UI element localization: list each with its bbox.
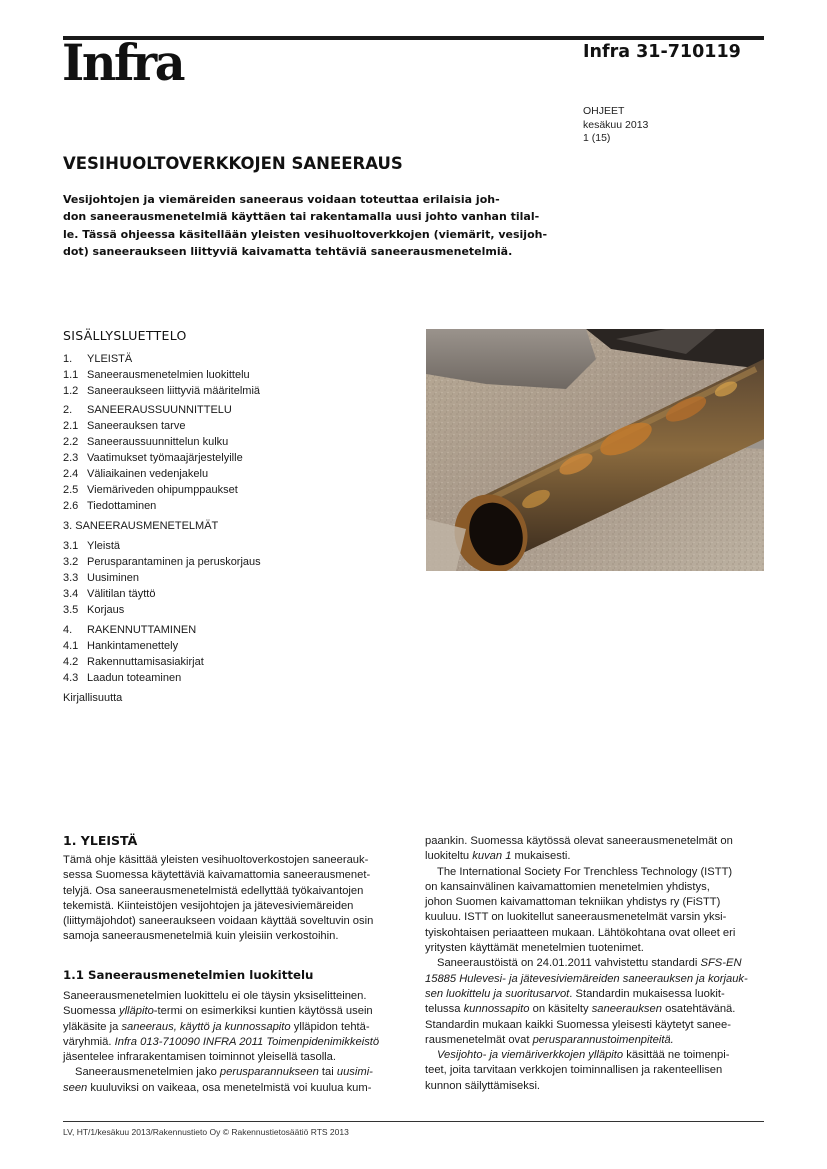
text-line: samoja saneerausmenetelmiä kuin yleisiin verkostoihin. [63,930,339,943]
toc-item-label: Viemäriveden ohipumppaukset [87,484,238,496]
toc-title: SISÄLLYSLUETTELO [63,328,187,343]
toc-item-label: Uusiminen [87,572,139,584]
toc-item-label: Hankintamenettely [87,640,179,652]
toc-item-number: 1.1 [63,369,79,381]
toc-item-number: 4.2 [63,656,79,668]
intro-line: dot) saneeraukseen liittyviä kaivamatta tehtäviä saneerausmenetelmiä. [63,244,513,258]
page-title: VESIHUOLTOVERKKOJEN SANEERAUS [63,154,403,173]
toc-item-label: Saneeraukseen liittyviä määritelmiä [87,385,261,397]
toc-item-label: Tiedottaminen [87,500,157,512]
meta-type: OHJEET [583,105,625,117]
text-line: väryhmiä. Infra 013-710090 INFRA 2011 Toimenpidenimikkeistö [63,1035,380,1048]
text-line: yläkäsite ja saneeraus, käyttö ja kunnossapito ylläpidon tehtä- [63,1020,370,1033]
toc-item-label: Laadun toteaminen [87,672,182,684]
text-line: Tämä ohje käsittää yleisten vesihuoltoverkostojen saneerauk- [63,854,369,866]
toc-item-label: Perusparantaminen ja peruskorjaus [87,556,261,568]
toc-item-number: 2.2 [63,436,79,448]
text-line: (liittymäjohdot) saneeraukseen voidaan käyttää soveltuvin osin [63,915,374,928]
meta-page: 1 (15) [583,132,611,144]
infra-logo: Infra [62,33,184,92]
corroded-pipe-image [426,329,764,571]
toc-item-number: 1. [63,353,73,365]
text-line: tekemistä. Kiinteistöjen vesijohtojen ja jätevesiviemäreiden [63,899,354,912]
toc-item-label: Saneeraussuunnittelun kulku [87,436,229,448]
text-line: paankin. Suomessa käytössä olevat saneerausmenetelmät on [425,835,733,847]
intro-line: don saneerausmenetelmiä käyttäen tai rakentamalla uusi johto vanhan tilal- [63,210,540,224]
toc-item-label: YLEISTÄ [87,353,133,365]
toc-item-number: 2.5 [63,484,79,496]
toc-item-label: Rakennuttamisasiakirjat [87,656,204,668]
toc-item-number: 3.4 [63,588,79,600]
section-1-paragraph [63,853,373,945]
toc-item-label: Väliaikainen vedenjakelu [87,468,209,480]
toc-item-number: 3.1 [63,540,79,552]
text-line: johon Suomen kaivamattoman tekniikan yhdistys ry (FiSTT) [425,896,721,909]
text-line: kuuluu. ISTT on luokitellut saneerausmenetelmät varsin yksi- [425,911,727,924]
text-line: Saneerausmenetelmien jako perusparannukseen tai uusimi- [75,1066,373,1079]
text-line: jäsentelee infrarakentamisen toiminnot yleisellä tasolla. [63,1051,336,1064]
right-column-text [425,834,748,1094]
text-line: kunnon säilyttämiseksi. [425,1079,541,1092]
toc-item-label: Vaatimukset työmaajärjestelyille [87,452,243,464]
text-line: telussa kunnossapito on käsitelty saneerauksen osatehtävänä. [425,1003,736,1016]
toc-item-label: Saneerauksen tarve [87,420,186,432]
text-line: The International Society For Trenchless Technology (ISTT) [437,865,733,878]
toc-item-number: 4.1 [63,640,79,652]
text-line: Standardin mukaan kaikki Suomessa yleisesti käytetyt sanee- [425,1018,731,1031]
section-heading: 1. YLEISTÄ [63,833,138,848]
footer-rule [63,1121,764,1122]
subsection-1-1-text [63,989,379,1096]
text-line: teet, joita tarvitaan verkkojen toiminnallisen ja rakenteellisen [425,1064,723,1077]
subsection-heading: 1.1 Saneerausmenetelmien luokittelu [63,968,314,982]
toc-item-number: 2. [63,404,73,416]
toc-item-number: 4. [63,624,73,636]
text-line: rausmenetelmät ovat perusparannustoimenpiteitä. [425,1033,674,1046]
toc-item-number: 3.2 [63,556,79,568]
meta-date: kesäkuu 2013 [583,118,649,131]
text-line: seen kuuluviksi on vaikeaa, osa menetelmistä voi kuulua kum- [63,1081,372,1094]
text-line: yritysten käyttämät menetelmien tuotenimet. [425,942,644,955]
text-line: Saneeraustöistä on 24.01.2011 vahvistettu standardi SFS-EN [437,957,742,970]
toc-item-label: Yleistä [87,540,121,552]
text-line: on kansainvälinen kaivamattomien menetelmien yhdistys, [425,880,710,893]
text-line: Vesijohto- ja viemäriverkkojen ylläpito käsittää ne toimenpi- [437,1049,730,1062]
text-line: telyjä. Osa saneerausmenetelmistä edellyttää työkaivantojen [63,884,364,897]
pipe-photo [426,329,764,571]
text-line: tyiskohtaisen periaatteen mukaan. Lähtökohtana ovat olleet eri [425,926,736,939]
toc-item-number: 2.6 [63,500,79,512]
toc-item-number: 2.3 [63,452,79,464]
intro-line: Vesijohtojen ja viemäreiden saneeraus voidaan toteuttaa erilaisia joh- [63,193,500,206]
intro-line: le. Tässä ohjeessa käsitellään yleisten vesihuoltoverkkojen (viemärit, vesijoh- [63,227,548,241]
text-line: Saneerausmenetelmien luokittelu ei ole täysin yksiselitteinen. [63,990,367,1002]
toc-item-label: Saneerausmenetelmien luokittelu [87,369,250,381]
toc-item-number: 3.5 [63,604,79,616]
toc-item-label: Kirjallisuutta [63,692,123,704]
toc-item-label: Korjaus [87,604,125,616]
toc-item-number: 2.4 [63,468,79,480]
toc-item-label: 3. SANEERAUSMENETELMÄT [63,520,219,532]
toc-item-label: RAKENNUTTAMINEN [87,624,197,636]
toc-item-label: Välitilan täyttö [87,588,156,600]
text-line: sessa Suomessa käytettäviä kaivamattomia saneerausmenet- [63,869,371,882]
text-line: 15885 Hulevesi- ja jätevesiviemäreiden saneerauksen ja korjauk- [425,972,748,985]
text-line: Suomessa ylläpito-termi on esimerkiksi kuntien käytössä usein [63,1005,373,1018]
toc-item-number: 2.1 [63,420,79,432]
intro-paragraph [63,191,548,260]
toc-item-number: 4.3 [63,672,79,684]
toc-item-number: 3.3 [63,572,79,584]
document-code: Infra 31-710119 [583,42,741,62]
toc-item-label: SANEERAUSSUUNNITTELU [87,404,232,416]
text-line: luokiteltu kuvan 1 mukaisesti. [425,850,571,863]
text-line: sen luokittelu ja suoritusarvot. Standardin mukaisessa luokit- [425,987,725,1000]
page-footer: LV, HT/1/kesäkuu 2013/Rakennustieto Oy © Rakennustietosäätiö RTS 2013 [63,1127,349,1137]
document-meta [583,105,648,146]
toc-item-number: 1.2 [63,385,79,397]
